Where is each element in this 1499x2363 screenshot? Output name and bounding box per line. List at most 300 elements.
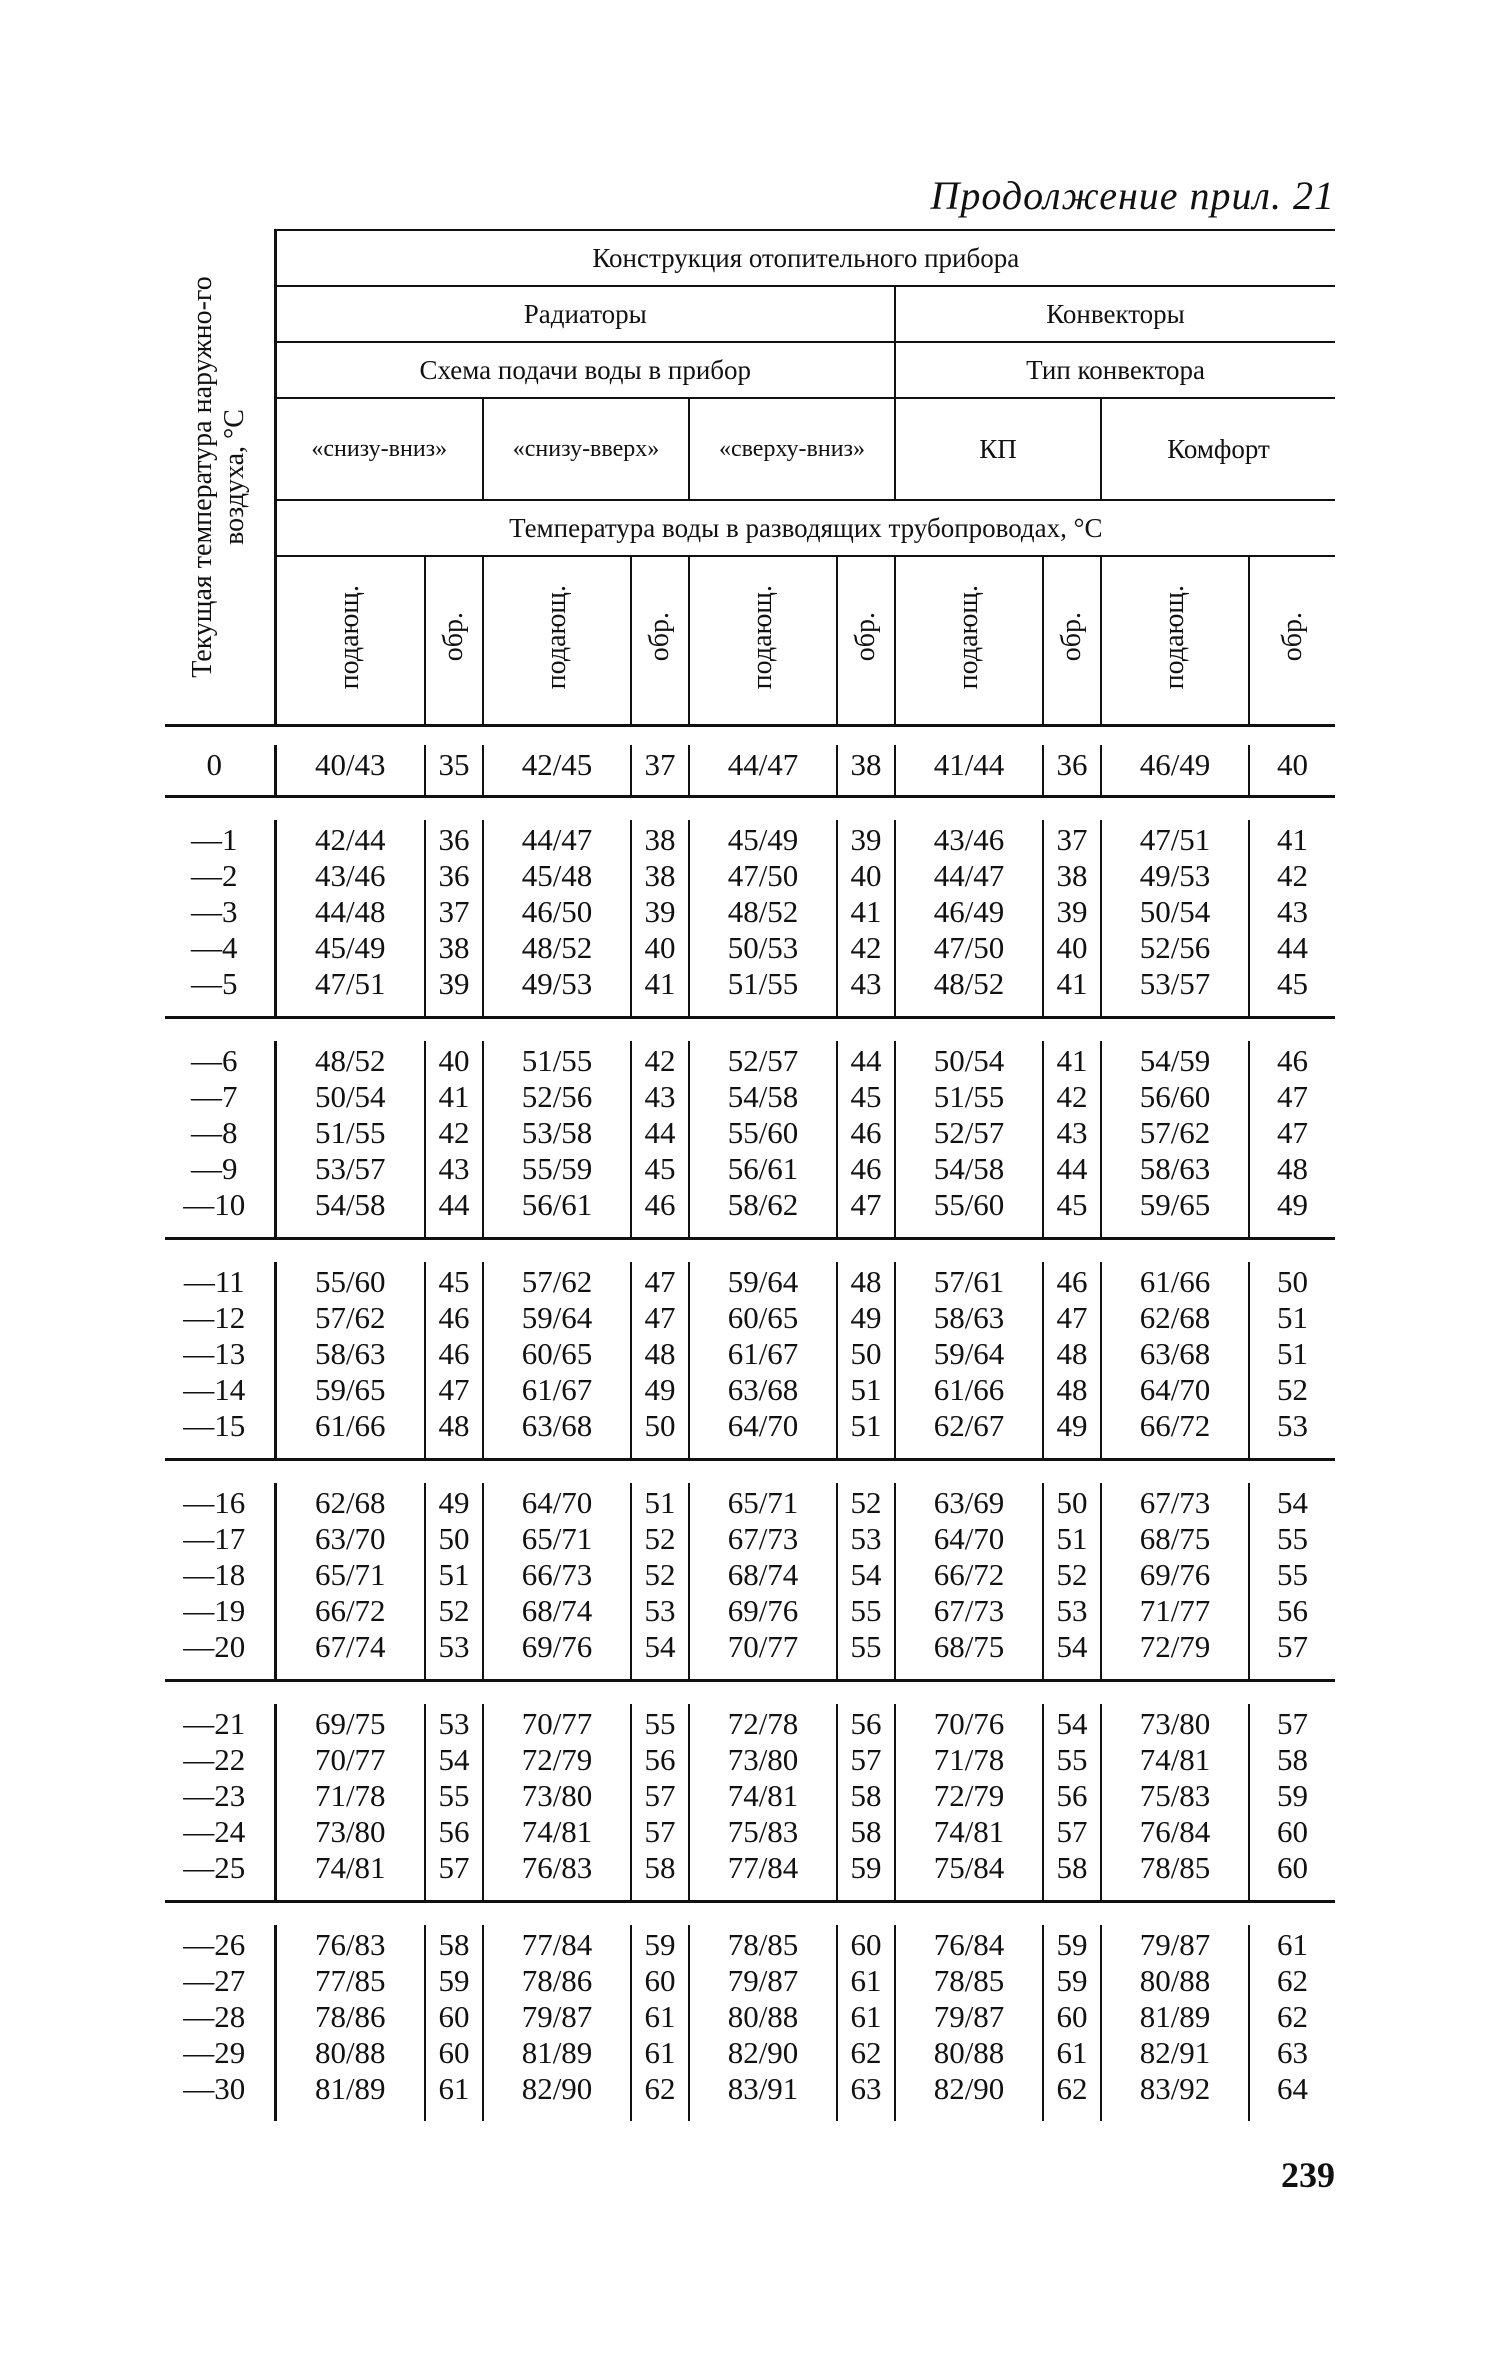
table-row <box>165 1041 1335 1079</box>
return-temp-cell: 53 <box>631 1593 689 1629</box>
supply-temp-cell: 71/77 <box>1101 1593 1249 1629</box>
return-temp-cell: 61 <box>1043 2035 1101 2071</box>
supply-temp-cell: 57/61 <box>895 1262 1043 1300</box>
supply-temp-cell: 66/73 <box>483 1557 631 1593</box>
page-number: 239 <box>1281 2155 1335 2195</box>
return-temp-cell: 44 <box>631 1115 689 1151</box>
return-temp-cell: 38 <box>631 820 689 858</box>
return-temp-cell: 52 <box>425 1593 483 1629</box>
return-temp-cell: 55 <box>425 1778 483 1814</box>
supply-temp-cell: 44/47 <box>895 858 1043 894</box>
table-row <box>165 1704 1335 1742</box>
supply-temp-cell: 61/66 <box>895 1372 1043 1408</box>
return-temp-cell: 56 <box>1043 1778 1101 1814</box>
supply-temp-cell: 80/88 <box>314 2035 386 2070</box>
return-temp-cell: 54 <box>631 1629 689 1665</box>
return-temp-cell: 39 <box>425 966 483 1002</box>
outdoor-temp-cell: —7 <box>165 1079 275 1115</box>
col-return-2: обр. <box>631 556 689 723</box>
return-temp-cell: 46 <box>837 1115 895 1151</box>
return-temp-cell: 44 <box>425 1187 483 1223</box>
supply-temp-cell: 76/84 <box>1101 1814 1249 1850</box>
return-temp-cell: 53 <box>425 1629 483 1665</box>
supply-temp-cell: 74/81 <box>1101 1742 1249 1778</box>
return-temp-cell: 57 <box>631 1778 689 1814</box>
return-temp-cell: 60 <box>1043 1999 1101 2035</box>
return-temp-cell: 41 <box>425 1079 483 1115</box>
return-temp-cell: 41 <box>1249 820 1335 858</box>
return-temp-cell: 50 <box>837 1336 895 1372</box>
radiators-header: Радиаторы <box>275 286 895 342</box>
table-row <box>165 858 1335 894</box>
return-temp-cell: 58 <box>631 1850 689 1886</box>
caption: Продолжение прил. 21 <box>930 173 1335 218</box>
supply-temp-cell: 64/70 <box>895 1521 1043 1557</box>
table-row <box>165 1262 1335 1300</box>
return-temp-cell: 55 <box>837 1629 895 1665</box>
return-temp-cell: 43 <box>1043 1115 1101 1151</box>
col-return-1: обр. <box>425 556 483 723</box>
supply-temp-cell: 74/81 <box>314 1850 386 1885</box>
table-row <box>165 1187 1335 1223</box>
return-temp-cell: 60 <box>425 1999 483 2035</box>
return-temp-cell: 59 <box>1043 1925 1101 1963</box>
supply-temp-cell: 66/72 <box>895 1557 1043 1593</box>
return-temp-cell: 62 <box>1249 1963 1335 1999</box>
return-temp-cell: 51 <box>1249 1336 1335 1372</box>
return-temp-cell: 36 <box>425 820 483 858</box>
supply-temp-cell: 57/62 <box>314 1300 386 1335</box>
supply-temp-cell: 78/86 <box>314 1999 386 2034</box>
outdoor-temp-cell: —19 <box>165 1593 275 1629</box>
supply-temp-cell: 45/49 <box>689 820 837 858</box>
return-temp-cell: 40 <box>425 1041 483 1079</box>
return-temp-cell: 52 <box>837 1483 895 1521</box>
supply-temp-cell: 59/64 <box>895 1336 1043 1372</box>
table-row <box>165 1079 1335 1115</box>
supply-temp-cell: 65/71 <box>689 1483 837 1521</box>
supply-temp-cell: 58/62 <box>689 1187 837 1223</box>
supply-temp-cell: 52/57 <box>895 1115 1043 1151</box>
supply-temp-cell: 52/56 <box>1101 930 1249 966</box>
supply-temp-cell: 62/67 <box>895 1408 1043 1444</box>
return-temp-cell: 51 <box>837 1372 895 1408</box>
outdoor-temp-cell: —2 <box>165 858 275 894</box>
supply-temp-cell: 48/52 <box>314 1043 386 1078</box>
supply-temp-cell: 52/57 <box>689 1041 837 1079</box>
supply-temp-cell: 50/54 <box>1101 894 1249 930</box>
table-row <box>165 966 1335 1002</box>
supply-temp-cell: 66/72 <box>314 1593 386 1628</box>
return-temp-cell: 43 <box>631 1079 689 1115</box>
supply-temp-cell: 46/50 <box>483 894 631 930</box>
return-temp-cell: 45 <box>425 1262 483 1300</box>
table-row <box>165 1521 1335 1557</box>
outdoor-temp-cell: —8 <box>165 1115 275 1151</box>
return-temp-cell: 42 <box>425 1115 483 1151</box>
table-row <box>165 1151 1335 1187</box>
supply-temp-cell: 70/76 <box>895 1704 1043 1742</box>
supply-temp-cell: 67/74 <box>314 1629 386 1664</box>
outdoor-temp-cell: —20 <box>165 1629 275 1665</box>
supply-temp-cell: 61/66 <box>314 1408 386 1443</box>
supply-temp-cell: 49/53 <box>483 966 631 1002</box>
supply-temp-cell: 72/79 <box>1101 1629 1249 1665</box>
supply-temp-cell: 79/87 <box>689 1963 837 1999</box>
supply-temp-cell: 49/53 <box>1101 858 1249 894</box>
return-temp-cell: 56 <box>837 1704 895 1742</box>
supply-temp-cell: 82/90 <box>895 2071 1043 2107</box>
return-temp-cell: 51 <box>1043 1521 1101 1557</box>
return-temp-cell: 41 <box>1043 966 1101 1002</box>
return-temp-cell: 63 <box>837 2071 895 2107</box>
outdoor-temp-cell: —16 <box>165 1483 275 1521</box>
supply-temp-cell: 78/85 <box>1101 1850 1249 1886</box>
supply-temp-cell: 58/63 <box>1101 1151 1249 1187</box>
supply-temp-cell: 64/70 <box>483 1483 631 1521</box>
outdoor-temp-cell: —21 <box>165 1704 275 1742</box>
heating-table <box>165 229 1335 2121</box>
return-temp-cell: 62 <box>1249 1999 1335 2035</box>
return-temp-cell: 41 <box>1043 1041 1101 1079</box>
return-temp-cell: 48 <box>425 1408 483 1444</box>
supply-temp-cell: 81/89 <box>314 2071 386 2106</box>
supply-temp-cell: 79/87 <box>1101 1925 1249 1963</box>
outdoor-temp-cell: —29 <box>165 2035 275 2071</box>
return-temp-cell: 37 <box>425 894 483 930</box>
supply-temp-cell: 83/92 <box>1101 2071 1249 2107</box>
supply-temp-cell: 50/53 <box>689 930 837 966</box>
outdoor-temp-cell: —3 <box>165 894 275 930</box>
return-temp-cell: 58 <box>1249 1742 1335 1778</box>
outdoor-temp-cell: —18 <box>165 1557 275 1593</box>
return-temp-cell: 46 <box>1249 1041 1335 1079</box>
supply-temp-cell: 56/60 <box>1101 1079 1249 1115</box>
return-temp-cell: 54 <box>1043 1704 1101 1742</box>
supply-temp-cell: 47/50 <box>895 930 1043 966</box>
col-return-5: обр. <box>1249 556 1335 723</box>
return-temp-cell: 40 <box>1249 745 1335 783</box>
return-temp-cell: 60 <box>1249 1814 1335 1850</box>
supply-temp-cell: 48/52 <box>483 930 631 966</box>
supply-temp-cell: 48/52 <box>689 894 837 930</box>
supply-temp-cell: 41/44 <box>895 745 1043 783</box>
return-temp-cell: 42 <box>631 1041 689 1079</box>
supply-temp-cell: 64/70 <box>1101 1372 1249 1408</box>
supply-temp-cell: 74/81 <box>895 1814 1043 1850</box>
supply-temp-cell: 62/68 <box>1101 1300 1249 1336</box>
supply-temp-cell: 63/68 <box>689 1372 837 1408</box>
table-row <box>165 1925 1335 1963</box>
return-temp-cell: 52 <box>1249 1372 1335 1408</box>
supply-temp-cell: 50/54 <box>895 1041 1043 1079</box>
supply-temp-cell: 70/77 <box>689 1629 837 1665</box>
scheme-bottom-up: «снизу-вверх» <box>483 398 689 500</box>
return-temp-cell: 64 <box>1249 2071 1335 2107</box>
outdoor-temp-cell: —27 <box>165 1963 275 1999</box>
supply-temp-cell: 54/58 <box>314 1187 386 1222</box>
water-temp-header: Температура воды в разводящих трубопроводах, °С <box>275 500 1335 556</box>
return-temp-cell: 62 <box>837 2035 895 2071</box>
table-row <box>165 894 1335 930</box>
return-temp-cell: 47 <box>1249 1115 1335 1151</box>
return-temp-cell: 58 <box>425 1925 483 1963</box>
supply-temp-cell: 61/66 <box>1101 1262 1249 1300</box>
return-temp-cell: 41 <box>631 966 689 1002</box>
supply-temp-cell: 55/60 <box>314 1264 386 1299</box>
table-row <box>165 1557 1335 1593</box>
outdoor-temp-cell: —26 <box>165 1925 275 1963</box>
return-temp-cell: 37 <box>631 745 689 783</box>
return-temp-cell: 59 <box>1043 1963 1101 1999</box>
return-temp-cell: 46 <box>837 1151 895 1187</box>
supply-temp-cell: 77/85 <box>314 1963 386 1998</box>
return-temp-cell: 36 <box>425 858 483 894</box>
return-temp-cell: 49 <box>837 1300 895 1336</box>
supply-temp-cell: 50/54 <box>314 1079 386 1114</box>
return-temp-cell: 61 <box>837 1963 895 1999</box>
return-temp-cell: 56 <box>425 1814 483 1850</box>
return-temp-cell: 51 <box>631 1483 689 1521</box>
supply-temp-cell: 73/80 <box>1101 1704 1249 1742</box>
supply-temp-cell: 70/77 <box>483 1704 631 1742</box>
return-temp-cell: 46 <box>425 1300 483 1336</box>
convectors-header: Конвекторы <box>895 286 1335 342</box>
supply-temp-cell: 80/88 <box>895 2035 1043 2071</box>
return-temp-cell: 57 <box>1249 1629 1335 1665</box>
supply-temp-cell: 56/61 <box>689 1151 837 1187</box>
return-temp-cell: 47 <box>837 1187 895 1223</box>
return-temp-cell: 60 <box>1249 1850 1335 1886</box>
outdoor-temp-cell: —30 <box>165 2071 275 2107</box>
return-temp-cell: 57 <box>1249 1704 1335 1742</box>
supply-temp-cell: 59/65 <box>314 1372 386 1407</box>
return-temp-cell: 55 <box>1043 1742 1101 1778</box>
return-temp-cell: 39 <box>837 820 895 858</box>
return-temp-cell: 38 <box>425 930 483 966</box>
return-temp-cell: 35 <box>425 745 483 783</box>
return-temp-cell: 56 <box>631 1742 689 1778</box>
supply-temp-cell: 72/79 <box>895 1778 1043 1814</box>
table-row <box>165 1778 1335 1814</box>
return-temp-cell: 51 <box>1249 1300 1335 1336</box>
return-temp-cell: 47 <box>1043 1300 1101 1336</box>
supply-temp-cell: 63/69 <box>895 1483 1043 1521</box>
supply-temp-cell: 83/91 <box>689 2071 837 2107</box>
supply-scheme-header: Схема подачи воды в прибор <box>275 342 895 398</box>
return-temp-cell: 42 <box>837 930 895 966</box>
supply-temp-cell: 61/67 <box>689 1336 837 1372</box>
return-temp-cell: 57 <box>425 1850 483 1886</box>
supply-temp-cell: 82/91 <box>1101 2035 1249 2071</box>
supply-temp-cell: 40/43 <box>314 747 386 782</box>
supply-temp-cell: 47/51 <box>314 966 386 1001</box>
return-temp-cell: 40 <box>837 858 895 894</box>
return-temp-cell: 62 <box>631 2071 689 2107</box>
supply-temp-cell: 76/83 <box>314 1927 386 1962</box>
scheme-bottom-down: «снизу-вниз» <box>275 398 483 500</box>
supply-temp-cell: 47/50 <box>689 858 837 894</box>
supply-temp-cell: 82/90 <box>483 2071 631 2107</box>
return-temp-cell: 43 <box>837 966 895 1002</box>
outdoor-temp-cell: —10 <box>165 1187 275 1223</box>
return-temp-cell: 47 <box>631 1300 689 1336</box>
outdoor-temp-cell: —23 <box>165 1778 275 1814</box>
supply-temp-cell: 51/55 <box>895 1079 1043 1115</box>
type-comfort: Комфорт <box>1101 398 1335 500</box>
return-temp-cell: 55 <box>837 1593 895 1629</box>
supply-temp-cell: 43/46 <box>895 820 1043 858</box>
outdoor-temp-cell: —11 <box>165 1262 275 1300</box>
return-temp-cell: 61 <box>837 1999 895 2035</box>
return-temp-cell: 36 <box>1043 745 1101 783</box>
supply-temp-cell: 69/76 <box>483 1629 631 1665</box>
supply-temp-cell: 75/83 <box>689 1814 837 1850</box>
return-temp-cell: 49 <box>631 1372 689 1408</box>
supply-temp-cell: 75/83 <box>1101 1778 1249 1814</box>
supply-temp-cell: 57/62 <box>483 1262 631 1300</box>
supply-temp-cell: 56/61 <box>483 1187 631 1223</box>
return-temp-cell: 59 <box>1249 1778 1335 1814</box>
supply-temp-cell: 42/45 <box>483 745 631 783</box>
supply-temp-cell: 78/86 <box>483 1963 631 1999</box>
supply-temp-cell: 68/74 <box>483 1593 631 1629</box>
return-temp-cell: 40 <box>631 930 689 966</box>
supply-temp-cell: 69/76 <box>689 1593 837 1629</box>
return-temp-cell: 57 <box>1043 1814 1101 1850</box>
table-row <box>165 1742 1335 1778</box>
supply-temp-cell: 63/68 <box>1101 1336 1249 1372</box>
supply-temp-cell: 72/79 <box>483 1742 631 1778</box>
table-row <box>165 1593 1335 1629</box>
return-temp-cell: 55 <box>631 1704 689 1742</box>
return-temp-cell: 55 <box>1249 1521 1335 1557</box>
supply-temp-cell: 76/83 <box>483 1850 631 1886</box>
return-temp-cell: 57 <box>631 1814 689 1850</box>
supply-temp-cell: 69/75 <box>314 1706 386 1741</box>
return-temp-cell: 43 <box>425 1151 483 1187</box>
supply-temp-cell: 80/88 <box>689 1999 837 2035</box>
table-row <box>165 745 1335 783</box>
table-row <box>165 1483 1335 1521</box>
supply-temp-cell: 62/68 <box>314 1485 386 1520</box>
supply-temp-cell: 67/73 <box>1101 1483 1249 1521</box>
supply-temp-cell: 53/58 <box>483 1115 631 1151</box>
supply-temp-cell: 47/51 <box>1101 820 1249 858</box>
return-temp-cell: 47 <box>1249 1079 1335 1115</box>
return-temp-cell: 45 <box>631 1151 689 1187</box>
supply-temp-cell: 60/65 <box>483 1336 631 1372</box>
col-return-3: обр. <box>837 556 895 723</box>
supply-temp-cell: 58/63 <box>895 1300 1043 1336</box>
supply-temp-cell: 73/80 <box>314 1814 386 1849</box>
return-temp-cell: 37 <box>1043 820 1101 858</box>
outdoor-temp-cell: —14 <box>165 1372 275 1408</box>
return-temp-cell: 62 <box>1043 2071 1101 2107</box>
supply-temp-cell: 79/87 <box>483 1999 631 2035</box>
return-temp-cell: 54 <box>1249 1483 1335 1521</box>
table-row <box>165 820 1335 858</box>
supply-temp-cell: 65/71 <box>483 1521 631 1557</box>
return-temp-cell: 42 <box>1249 858 1335 894</box>
return-temp-cell: 54 <box>425 1742 483 1778</box>
supply-temp-cell: 65/71 <box>314 1557 386 1592</box>
return-temp-cell: 58 <box>1043 1850 1101 1886</box>
supply-temp-cell: 68/74 <box>689 1557 837 1593</box>
table-body <box>165 726 1335 2122</box>
col-return-4: обр. <box>1043 556 1101 723</box>
table-header <box>165 230 1335 726</box>
supply-temp-cell: 54/58 <box>689 1079 837 1115</box>
supply-temp-cell: 78/85 <box>895 1963 1043 1999</box>
supply-temp-cell: 81/89 <box>1101 1999 1249 2035</box>
supply-temp-cell: 55/60 <box>895 1187 1043 1223</box>
return-temp-cell: 48 <box>631 1336 689 1372</box>
supply-temp-cell: 73/80 <box>689 1742 837 1778</box>
supply-temp-cell: 72/78 <box>689 1704 837 1742</box>
outdoor-temp-cell: —6 <box>165 1041 275 1079</box>
supply-temp-cell: 80/88 <box>1101 1963 1249 1999</box>
col-supply-1: подающ. <box>275 556 425 723</box>
supply-temp-cell: 78/85 <box>689 1925 837 1963</box>
supply-temp-cell: 44/48 <box>314 894 386 929</box>
table-row <box>165 2035 1335 2071</box>
table-row <box>165 1408 1335 1444</box>
return-temp-cell: 43 <box>1249 894 1335 930</box>
outdoor-temp-cell: —24 <box>165 1814 275 1850</box>
row-header-label: Текущая температура наружно-го воздуха, °С <box>187 276 251 678</box>
return-temp-cell: 61 <box>631 2035 689 2071</box>
return-temp-cell: 40 <box>1043 930 1101 966</box>
return-temp-cell: 39 <box>631 894 689 930</box>
return-temp-cell: 60 <box>631 1963 689 1999</box>
return-temp-cell: 48 <box>1043 1336 1101 1372</box>
table-row <box>165 930 1335 966</box>
supply-temp-cell: 51/55 <box>314 1115 386 1150</box>
supply-temp-cell: 69/76 <box>1101 1557 1249 1593</box>
return-temp-cell: 50 <box>1249 1262 1335 1300</box>
supply-temp-cell: 66/72 <box>1101 1408 1249 1444</box>
return-temp-cell: 54 <box>1043 1629 1101 1665</box>
supply-temp-cell: 51/55 <box>483 1041 631 1079</box>
return-temp-cell: 60 <box>425 2035 483 2071</box>
supply-temp-cell: 44/47 <box>483 820 631 858</box>
return-temp-cell: 50 <box>425 1521 483 1557</box>
return-temp-cell: 44 <box>1043 1151 1101 1187</box>
return-temp-cell: 46 <box>631 1187 689 1223</box>
supply-temp-cell: 59/64 <box>483 1300 631 1336</box>
return-temp-cell: 58 <box>837 1778 895 1814</box>
return-temp-cell: 45 <box>1249 966 1335 1002</box>
return-temp-cell: 60 <box>837 1925 895 1963</box>
col-supply-3: подающ. <box>689 556 837 723</box>
col-supply-2: подающ. <box>483 556 631 723</box>
supply-temp-cell: 53/57 <box>1101 966 1249 1002</box>
supply-temp-cell: 48/52 <box>895 966 1043 1002</box>
return-temp-cell: 53 <box>425 1704 483 1742</box>
supply-temp-cell: 81/89 <box>483 2035 631 2071</box>
return-temp-cell: 38 <box>837 745 895 783</box>
return-temp-cell: 59 <box>425 1963 483 1999</box>
return-temp-cell: 49 <box>425 1483 483 1521</box>
return-temp-cell: 45 <box>837 1079 895 1115</box>
return-temp-cell: 52 <box>631 1557 689 1593</box>
return-temp-cell: 58 <box>837 1814 895 1850</box>
outdoor-temp-cell: —17 <box>165 1521 275 1557</box>
return-temp-cell: 51 <box>425 1557 483 1593</box>
return-temp-cell: 38 <box>631 858 689 894</box>
table-row <box>165 1850 1335 1886</box>
